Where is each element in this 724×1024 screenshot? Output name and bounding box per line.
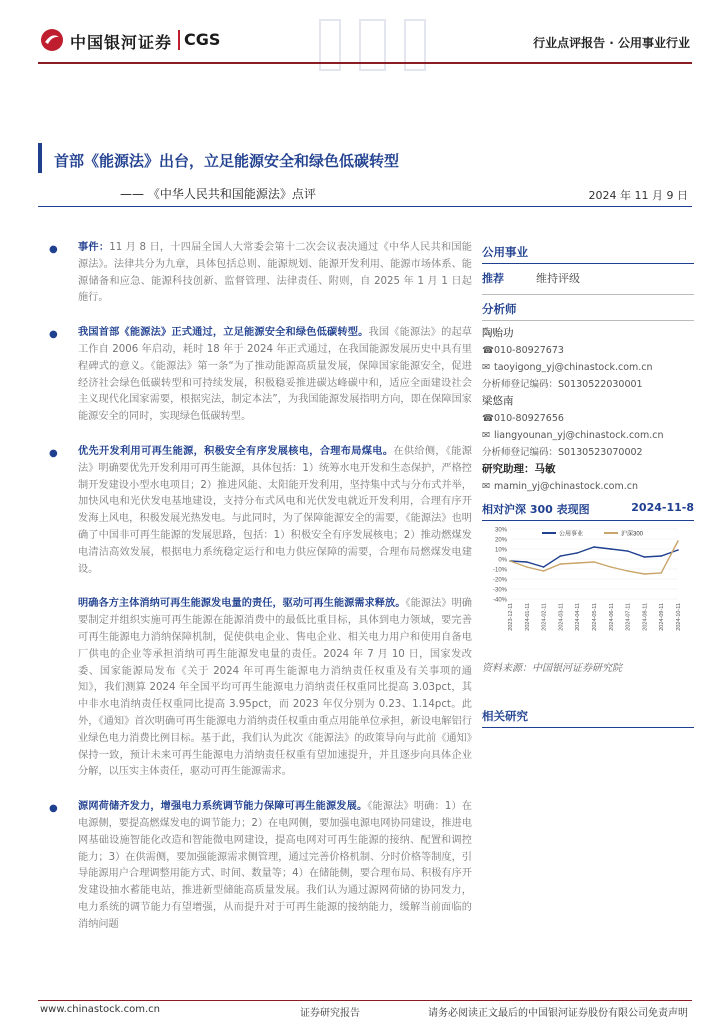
x-tick-label: 2024-04-11: [575, 603, 582, 631]
y-tick-label: -40%: [492, 597, 507, 604]
chart-date: 2024-11-8: [631, 501, 694, 514]
x-tick-label: 2023-12-11: [508, 603, 514, 631]
paragraph-text: 11 月 8 日，十四届全国人大常委会第十二次会议表决通过《中华人民共和国能源法》。法律共分为九章，具体包括总则、能源规划、能源开发利用、能源市场体系、能源储备和应急、能源科技创新、监督管理、法律责任、附则，自 2025 年 1 月 1 日起施行。: [78, 242, 472, 304]
brand-logo-icon: [40, 28, 64, 52]
page-title: 首部《能源法》出台，立足能源安全和绿色低碳转型: [54, 152, 400, 170]
y-tick-label: -20%: [492, 577, 507, 584]
paragraph-text: 我国《能源法》的起草工作自 2006 年启动，耗时 18 年于 2024 年正式通过，在我国能源发展历史中具有里程碑式的意义。《能源法》第一条“为了推动能源高质量发展，保障国家能源安全，促进经济社会绿色低碳转型和可持续发展，积极稳妥推进碳达峰碳中和，适应全面建设社会主义现代化国家需要，根据宪法，制定本法”，为我国能源发展指明方向，即在保障国家能源安全的同时，实现绿色低碳转型。: [78, 327, 472, 423]
x-tick-label: 2024-07-11: [625, 603, 632, 631]
series-line: [510, 547, 678, 567]
bullet-icon: ●: [49, 803, 58, 815]
series-point: [644, 573, 646, 575]
analyst-name: 陶贻功: [482, 327, 514, 339]
x-tick-label: 2024-08-11: [642, 603, 649, 631]
watermark-icon: [300, 10, 440, 130]
analyst-cert: 分析师登记编码：S0130522030001: [482, 379, 643, 390]
footer-divider: [38, 1000, 692, 1001]
footer-disclaimer: 请务必阅读正文最后的中国银河证券股份有限公司免责声明: [428, 1008, 688, 1019]
paragraph-law-passed: [46, 325, 472, 426]
series-point: [610, 548, 612, 550]
legend-label: 沪深300: [621, 531, 644, 538]
paragraph-consumption: [46, 596, 472, 781]
paragraph-event: [46, 240, 472, 307]
analyst-name: 梁悠南: [482, 395, 514, 407]
analyst-phone: ☎010-80927673: [482, 342, 694, 359]
performance-chart: [482, 521, 694, 651]
chart-source: 资料来源：中国银河证券研究院: [482, 663, 622, 674]
x-tick-label: 2024-01-11: [524, 603, 531, 631]
y-tick-label: 10%: [494, 547, 507, 554]
series-point: [509, 560, 511, 562]
sidebar: [482, 244, 694, 728]
series-point: [644, 556, 646, 558]
assistant-email[interactable]: ✉ mamin_yj@chinastock.com.cn: [482, 478, 694, 495]
series-point: [526, 566, 528, 568]
x-tick-label: 2024-05-11: [592, 603, 598, 631]
phone-icon: ☎: [482, 345, 494, 356]
y-tick-label: 30%: [494, 527, 507, 534]
paragraph-lead: 我国首部《能源法》正式通过，立足能源安全和绿色低碳转型。: [78, 327, 369, 339]
paragraph-renewables: [46, 444, 472, 578]
series-point: [560, 563, 562, 565]
brand-abbrev: CGS: [184, 30, 221, 49]
analyst-heading: 分析师: [482, 302, 517, 316]
sidebar-divider: [482, 320, 694, 321]
series-point: [593, 561, 595, 563]
bullet-icon: ●: [49, 447, 58, 459]
series-point: [560, 555, 562, 557]
title-accent: [38, 143, 42, 173]
x-tick-label: 2024-03-11: [558, 603, 565, 631]
series-point: [660, 572, 662, 574]
report-body: [46, 240, 472, 951]
bullet-icon: ●: [49, 244, 58, 255]
series-point: [543, 566, 545, 568]
report-date: 2024 年 11 月 9 日: [588, 189, 688, 202]
series-point: [576, 562, 578, 564]
related-research-heading: 相关研究: [482, 708, 694, 728]
y-tick-label: 0%: [498, 557, 507, 564]
x-tick-label: 2024-09-11: [659, 603, 666, 631]
sector-heading: 公用事业: [482, 244, 694, 264]
y-tick-label: -10%: [492, 567, 507, 574]
series-point: [677, 540, 679, 542]
y-tick-label: -30%: [492, 587, 507, 594]
series-point: [627, 550, 629, 552]
chart-heading: [482, 501, 694, 521]
footer-center: 证券研究报告: [300, 1008, 360, 1019]
mail-icon: ✉: [482, 362, 490, 373]
analyst-email[interactable]: ✉ liangyounan_yj@chinastock.com.cn: [482, 427, 694, 444]
analyst-phone: ☎010-80927656: [482, 410, 694, 427]
paragraph-lead: 优先开发利用可再生能源，积极安全有序发展核电，合理布局煤电。: [78, 445, 394, 457]
title-divider: [38, 206, 692, 207]
brand-name: 中国银河证券: [70, 33, 173, 52]
paragraph-text: 在供给侧，《能源法》明确要优先开发利用可再生能源，具体包括：1）统筹水电开发和生态保护，严格控制开发建设小型水电项目；2）推进风能、太阳能开发利用，坚持集中式与分布式并举，加快风电和光伏发电基地建设，支持分布式风电和光伏发电就近开发利用，合理有序开发海上风电，积极发展光热发电。与此同时，为了保障能源安全的需要，《能源法》也明确了中国非可再生能源的发展思路，包括：1）积极安全有序发展核电；2）推动燃煤发电清洁高效发展，根据电力系统稳定运行和电力供应保障的需要，合理布局燃煤发电建设。: [78, 445, 472, 575]
brand-divider: [178, 30, 180, 50]
paragraph-text: 《能源法》明确：1）在电源侧，要提高燃煤发电的调节能力；2）在电网侧，要加强电源电网协同建设，推进电网基础设施智能化改造和智能微电网建设，提高电网对可再生能源的接纳、配置和调控能力；3）在供需侧，要加强能源需求侧管理，通过完善价格机制、分时价格等制度，引导能源用户合理调整用能方式、时间、数量等；4）在储能侧，要合理布局、积极有序开发建设抽水蓄能电站，推进新型储能高质量发展。我们认为通过源网荷储的协同发力，电力系统的调节能力有望增强，从而提升对于可再生能源的接纳能力，缓解当前面临的消纳问题: [78, 801, 472, 930]
series-point: [627, 570, 629, 572]
rating-label: 推荐: [482, 272, 504, 285]
sidebar-divider: [482, 294, 694, 295]
paragraph-lead: 源网荷储齐发力，增强电力系统调节能力保障可再生能源发展。: [78, 801, 368, 813]
rating-row: [482, 264, 694, 288]
footer-website[interactable]: www.chinastock.com.cn: [40, 1004, 160, 1015]
x-tick-label: 2024-10-11: [676, 603, 682, 631]
analyst-email[interactable]: ✉ taoyigong_yj@chinastock.com.cn: [482, 359, 694, 376]
series-point: [610, 566, 612, 568]
series-point: [660, 555, 662, 557]
paragraph-lead: 明确各方主体消纳可再生能源发电量的责任，驱动可再生能源需求释放。: [78, 598, 406, 610]
y-tick-label: 20%: [494, 537, 507, 544]
page-subtitle: —— 《中华人民共和国能源法》点评: [120, 187, 316, 201]
analyst-cert: 分析师登记编码：S0130523070002: [482, 447, 643, 458]
x-tick-label: 2024-02-11: [541, 603, 548, 631]
assistant-name: 研究助理：马敏: [482, 463, 556, 475]
mail-icon: ✉: [482, 481, 490, 492]
report-type: 行业点评报告 · 公用事业行业: [533, 36, 690, 50]
header-divider: [38, 62, 692, 64]
series-point: [593, 546, 595, 548]
series-point: [677, 549, 679, 551]
phone-icon: ☎: [482, 413, 494, 424]
paragraph-grid: [46, 799, 472, 933]
series-point: [543, 570, 545, 572]
paragraph-lead: 事件：: [78, 242, 110, 253]
mail-icon: ✉: [482, 430, 490, 441]
chart-title: 相对沪深 300 表现图: [482, 503, 590, 516]
series-point: [576, 552, 578, 554]
bullet-icon: ●: [49, 329, 58, 341]
legend-label: 公用事业: [559, 531, 584, 538]
paragraph-text: 《能源法》明确要制定并组织实施可再生能源在能源消费中的最低比重目标，具体到电力领域，要完善可再生能源电力消纳保障机制，促使供电企业、售电企业、相关电力用户和使用自备电厂供电的企业等承担消纳可再生能源发电量的责任。2024 年 7 月 10 日，国家发改委、国家能源局发布《关于 2024 年可再生能源电力消纳责任权重及有关事项的通知》，我们测算 2024 年全国平均可再生能源电力消纳责任权重同比提高 3.03pct，其中非水电消纳责任权重同比提高 3.95pct，而 2023 年仅分别为 0.23、1.14pct。此外，《通知》首次明确可再生能源电力消纳责任权重由重点用能单位承担，新设电解铝行业绿色电力消费比例目标。基于此，我们认为此次《能源法》的政策导向与此前《通知》保持一致，预计未来可再生能源电力消纳责任权重有望加速提升，并且逐步向具体企业分解，以压实主体责任，驱动可再生能源需求。: [78, 598, 472, 778]
series-point: [526, 561, 528, 563]
rating-value: 维持评级: [536, 272, 580, 285]
x-tick-label: 2024-06-11: [608, 603, 615, 631]
